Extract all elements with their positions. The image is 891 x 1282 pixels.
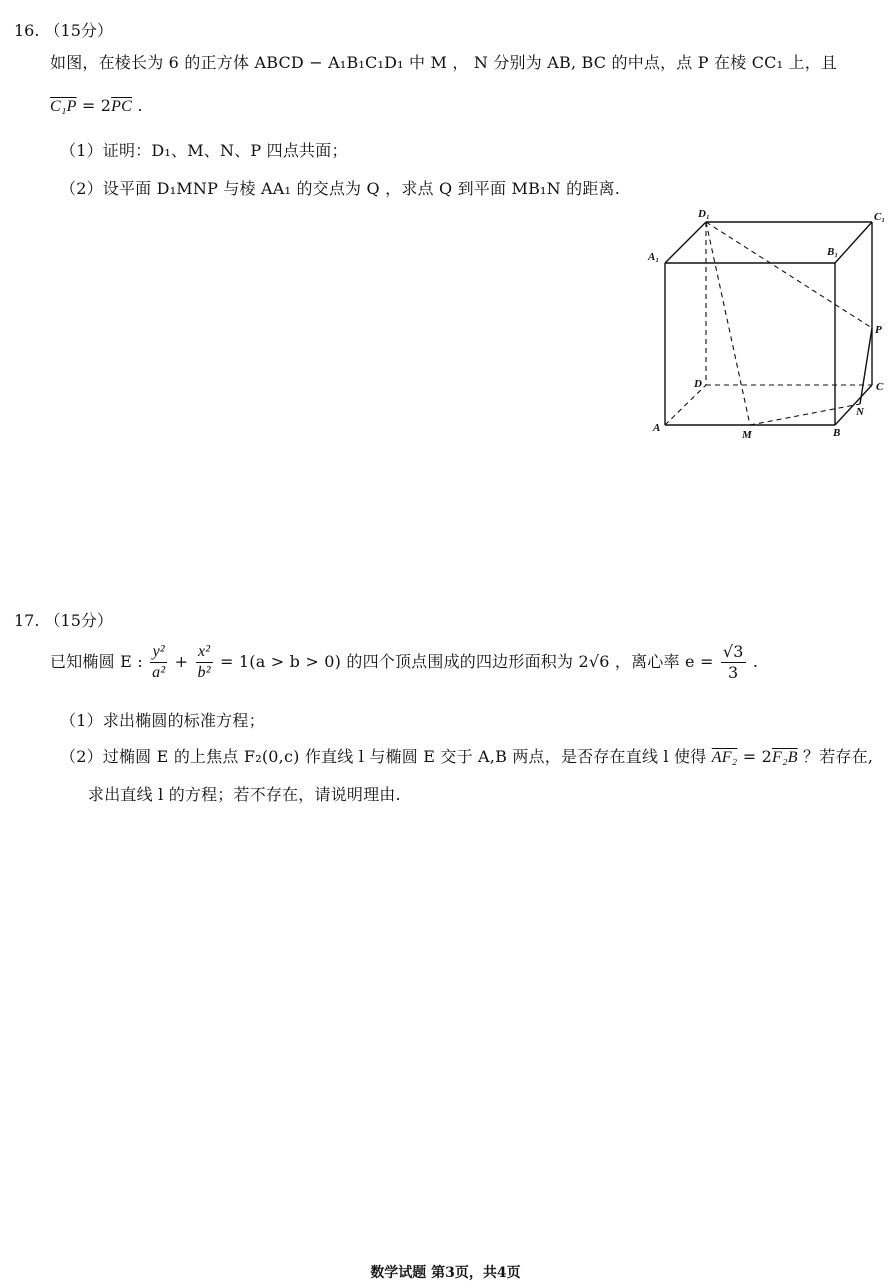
label-b1: B₁: [827, 246, 839, 258]
page-footer: 数学试题 第3页，共4页: [370, 1265, 521, 1281]
fraction-denominator: a²: [152, 664, 166, 681]
label-a: A: [653, 422, 661, 434]
edge-bc: [835, 385, 872, 425]
q16-part1: （1）证明：D₁、M、N、P 四点共面；: [60, 141, 348, 160]
q16-stem-line1: 如图，在棱长为 6 的正方体 ABCD − A₁B₁C₁D₁ 中 M ， N 分别为 AB, BC 的中点，点 P 在棱 CC₁ 上，且: [50, 53, 838, 72]
q16-number: 16.: [14, 21, 40, 40]
q17-header: [14, 608, 113, 631]
fraction-sqrt3-3: [721, 642, 746, 683]
vector-pc: $\overline{PC}$: [111, 98, 133, 115]
q17-part1: （1）求出椭圆的标准方程；: [60, 711, 265, 730]
segment-pn: [860, 328, 872, 404]
q17-part2-eq: = 2: [737, 747, 773, 766]
vector-c1p: C₁P: [50, 98, 77, 115]
segment-mn: [750, 404, 860, 425]
fraction-x2-b2: [196, 642, 213, 683]
q16-eq: = 2: [76, 96, 112, 115]
fraction-numerator: y²: [150, 642, 167, 663]
edge-b1c1: [835, 222, 872, 263]
q16-header: [14, 18, 113, 41]
segment-d1p: [706, 222, 872, 328]
label-m: M: [742, 429, 752, 441]
label-a1: A₁: [648, 251, 660, 263]
fraction-y2-a2: [150, 642, 167, 683]
q17-number: 17.: [14, 611, 40, 630]
fraction-numerator: x²: [196, 642, 213, 663]
q16-score: （15分）: [44, 21, 113, 40]
q17-part2-line2: 求出直线 l 的方程；若不存在，请说明理由.: [88, 785, 401, 804]
label-d: D: [694, 378, 702, 390]
q17-score: （15分）: [44, 611, 113, 630]
q17-stem-mid: = 1(a > b > 0) 的四个顶点围成的四边形面积为 2√6 ，离心率 e =: [214, 652, 714, 671]
q17-part2-line1: [60, 744, 873, 767]
q17-part2-text: （2）过椭圆 E 的上焦点 F₂(0,c) 作直线 l 与椭圆 E 交于 A,B 两点，是否存在直线 l 使得: [60, 747, 707, 766]
label-n: N: [856, 406, 864, 418]
cube-figure: [640, 200, 890, 450]
label-b: B: [833, 427, 841, 439]
vector-af2: AF₂: [711, 749, 738, 766]
label-d1: D₁: [698, 208, 710, 220]
hidden-edge-ad: [665, 385, 706, 425]
vector-f2b: F₂B: [772, 749, 798, 766]
segment-d1m: [706, 222, 750, 425]
label-c: C: [876, 381, 884, 393]
label-c1: C₁: [874, 211, 886, 223]
q17-part2-tail: ？若存在,: [797, 747, 874, 766]
q17-stem-end: .: [747, 652, 759, 671]
q16-end: .: [132, 96, 143, 115]
fraction-numerator: √3: [722, 642, 744, 661]
fraction-denominator: b²: [197, 664, 211, 681]
q16-stem-line2: [50, 96, 143, 116]
label-p: P: [875, 324, 882, 336]
q16-part2: （2）设平面 D₁MNP 与棱 AA₁ 的交点为 Q ，求点 Q 到平面 MB₁N 的距离.: [60, 179, 621, 198]
edge-a1d1: [665, 222, 706, 263]
q17-stem-pre: 已知椭圆 E :: [50, 652, 143, 671]
q17-stem: [50, 642, 758, 683]
plus-sign: +: [169, 652, 194, 671]
fraction-denominator: 3: [728, 663, 739, 682]
